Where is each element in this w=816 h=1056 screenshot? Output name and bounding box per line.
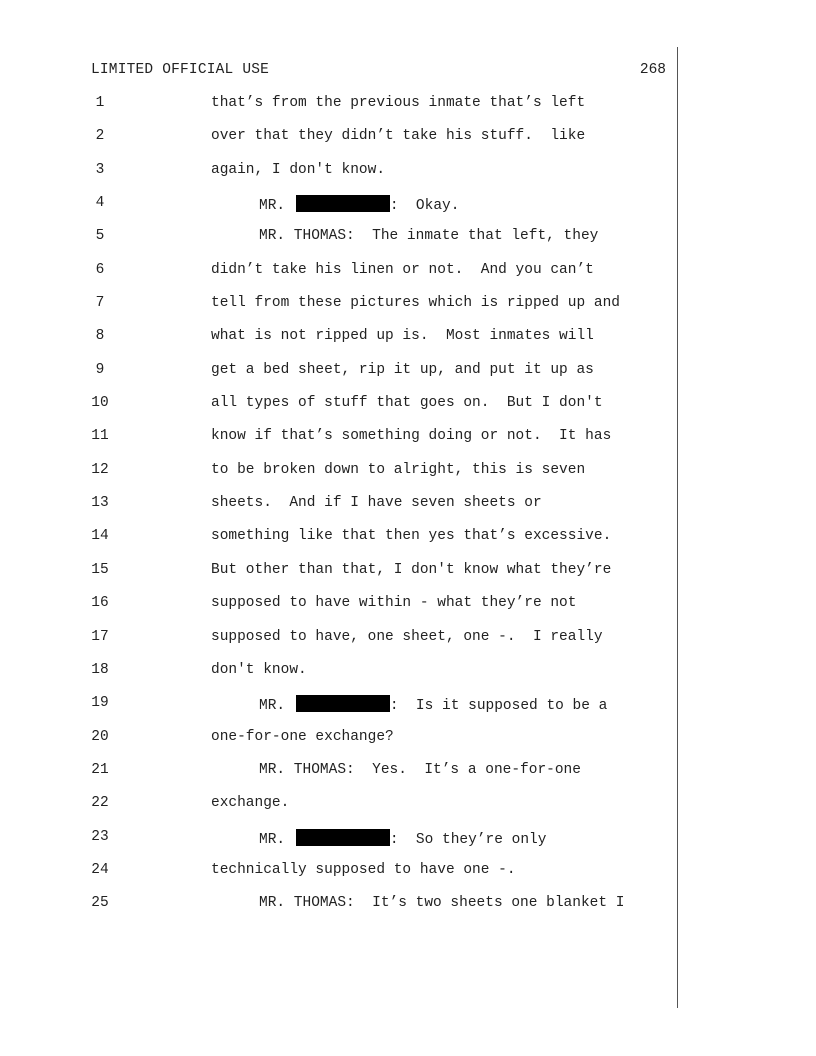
line-number: 4: [95, 195, 105, 212]
transcript-line: [0, 662, 680, 695]
transcript-line: [0, 695, 680, 728]
line-text: don't know.: [211, 661, 307, 678]
line-text: over that they didn’t take his stuff. like: [211, 128, 586, 145]
line-text: didn’t take his linen or not. And you can’t: [211, 261, 594, 278]
line-text: that’s from the previous inmate that’s left: [211, 95, 586, 111]
redaction-bar: [296, 195, 390, 212]
redaction-bar: [296, 695, 390, 712]
transcript-line: [0, 95, 680, 128]
line-text: MR. THOMAS: The inmate that left, they: [259, 228, 599, 245]
transcript-line: [0, 862, 680, 895]
line-number: 13: [91, 495, 109, 512]
speaker-line: [259, 695, 725, 714]
transcript-line: [0, 895, 680, 928]
transcript-line: [0, 362, 680, 395]
line-text: one-for-one exchange?: [211, 728, 394, 745]
line-text: know if that’s something doing or not. It has: [211, 428, 612, 445]
classification-header: LIMITED OFFICIAL USE: [91, 62, 270, 78]
line-number: 8: [95, 328, 105, 345]
speaker-prefix: MR.: [259, 698, 294, 715]
line-number: 21: [91, 761, 109, 778]
line-number: 14: [91, 528, 109, 545]
transcript-line: [0, 729, 680, 762]
transcript-line: [0, 795, 680, 828]
line-number: 17: [91, 628, 109, 645]
line-text: supposed to have, one sheet, one -. I really: [211, 628, 603, 645]
line-number: 25: [91, 895, 109, 912]
line-text: all types of stuff that goes on. But I don't: [211, 395, 603, 412]
line-text: get a bed sheet, rip it up, and put it up as: [211, 361, 594, 378]
line-number: 10: [91, 395, 109, 412]
transcript-line: [0, 195, 680, 228]
line-number: 15: [91, 561, 109, 578]
speaker-line: [259, 829, 725, 848]
transcript-line: [0, 228, 680, 261]
transcript-line: [0, 395, 680, 428]
line-number: 18: [91, 661, 109, 678]
transcript-line: [0, 262, 680, 295]
line-number: 9: [95, 361, 105, 378]
transcript-line: [0, 128, 680, 161]
line-number: 1: [95, 95, 105, 111]
transcript-line: [0, 495, 680, 528]
transcript-line: [0, 295, 680, 328]
line-number: 3: [95, 161, 105, 178]
line-text: again, I don't know.: [211, 161, 386, 178]
transcript-line: [0, 762, 680, 795]
line-number: 20: [91, 728, 109, 745]
line-number: 16: [91, 595, 109, 612]
speaker-remark: : Okay.: [389, 198, 460, 215]
line-number: 19: [91, 695, 109, 712]
speaker-remark: : So they’re only: [389, 831, 547, 848]
transcript-line: [0, 162, 680, 195]
speaker-line: [259, 195, 725, 214]
line-text: MR. THOMAS: It’s two sheets one blanket I: [259, 895, 625, 912]
transcript-lines: [0, 95, 680, 929]
transcript-line: [0, 562, 680, 595]
line-number: 2: [95, 128, 105, 145]
speaker-remark: : Is it supposed to be a: [389, 698, 608, 715]
transcript-line: [0, 328, 680, 361]
line-number: 24: [91, 861, 109, 878]
line-text: supposed to have within - what they’re not: [211, 595, 577, 612]
speaker-prefix: MR.: [259, 831, 294, 848]
line-text: technically supposed to have one -.: [211, 861, 516, 878]
line-text: tell from these pictures which is ripped up and: [211, 295, 620, 312]
line-number: 12: [91, 461, 109, 478]
transcript-line: [0, 595, 680, 628]
line-number: 11: [91, 428, 109, 445]
line-text: something like that then yes that’s excessive.: [211, 528, 612, 545]
transcript-line: [0, 462, 680, 495]
transcript-line: [0, 428, 680, 461]
line-number: 7: [95, 295, 105, 312]
line-number: 23: [91, 828, 109, 845]
line-text: what is not ripped up is. Most inmates will: [211, 328, 594, 345]
transcript-line: [0, 629, 680, 662]
transcript-line: [0, 829, 680, 862]
line-text: MR. THOMAS: Yes. It’s a one-for-one: [259, 761, 581, 778]
line-text: to be broken down to alright, this is seven: [211, 461, 586, 478]
speaker-prefix: MR.: [259, 198, 294, 215]
line-number: 22: [91, 795, 109, 812]
line-text: sheets. And if I have seven sheets or: [211, 495, 542, 512]
redaction-bar: [296, 829, 390, 846]
page-number: 268: [639, 62, 666, 78]
transcript-line: [0, 528, 680, 561]
line-text: exchange.: [211, 795, 290, 812]
line-text: But other than that, I don't know what they’re: [211, 561, 612, 578]
line-number: 5: [95, 228, 105, 245]
line-number: 6: [95, 261, 105, 278]
